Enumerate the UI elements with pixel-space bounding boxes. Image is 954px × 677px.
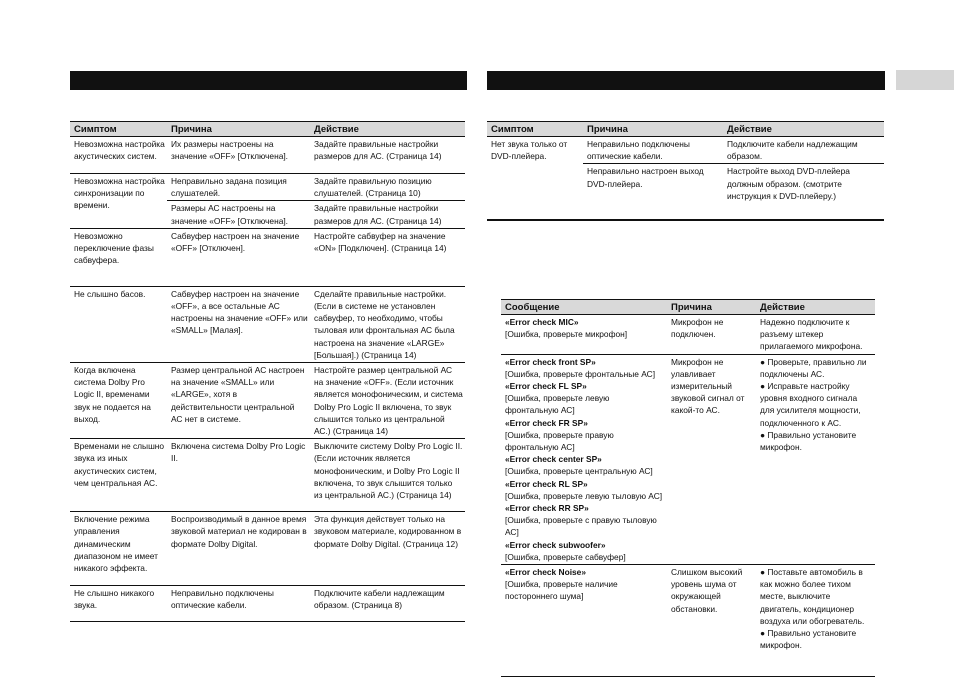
action-bullet: ● Исправьте настройку уровня входного сигнала для усилителя мощности, подключенного к АС. xyxy=(760,381,861,428)
action-cell: Сделайте правильные настройки. (Если в системе не установлен сабвуфер, то необходимо, чтобы тыловая или фронтальная АС была настроена на значение «LARGE» [Большая].) (Страница 14) xyxy=(310,286,465,362)
action-cell xyxy=(756,565,875,677)
cause-cell: Сабвуфер настроен на значение «OFF», а все остальные АС настроены на значение «OFF» или «SMALL» [Малая]. xyxy=(167,286,310,362)
action-cell: Настройте сабвуфер на значение «ON» [Подключен]. (Страница 14) xyxy=(310,228,465,286)
action-cell: Подключите кабели надлежащим образом. (Страница 8) xyxy=(310,586,465,622)
col-header-action: Действие xyxy=(310,122,465,137)
left-troubleshooting-table xyxy=(70,121,465,622)
action-cell: Задайте правильные настройки размеров для АС. (Страница 14) xyxy=(314,139,442,162)
action-cell: Задайте правильную позицию слушателей. (Страница 10) xyxy=(310,174,465,201)
symptom-cell: Включение режима управления динамическим диапазоном не имеет никакого эффекта. xyxy=(70,512,167,586)
error-description: [Ошибка, проверьте левую фронтальную АС] xyxy=(505,393,610,416)
action-cell: Задайте правильные настройки размеров для АС. (Страница 14) xyxy=(310,201,465,228)
table-row xyxy=(70,174,465,201)
error-description: [Ошибка, проверьте микрофон] xyxy=(505,329,628,340)
cause-cell: Микрофон не улавливает измерительный звуковой сигнал от какой-то АС. xyxy=(667,354,756,564)
action-cell xyxy=(756,354,875,564)
cause-cell: Слишком высокий уровень шума от окружающей обстановки. xyxy=(667,565,756,677)
error-description: [Ошибка, проверьте наличие постороннего шума] xyxy=(505,579,618,602)
table-row xyxy=(70,228,465,286)
symptom-cell: Временами не слышно звука из иных акустических систем, чем центральная АС. xyxy=(70,439,167,512)
error-description: [Ошибка, проверьте левую тыловую АС] xyxy=(505,490,663,501)
action-bullet: ● Правильно установите микрофон. xyxy=(760,628,857,651)
error-description: [Ошибка, проверьте фронтальные АС] xyxy=(505,368,656,379)
cause-cell: Неправильно подключены оптические кабели. xyxy=(167,586,310,622)
action-bullet: ● Проверьте, правильно ли подключены АС. xyxy=(760,356,867,379)
page-edge-tab xyxy=(896,70,954,90)
message-cell xyxy=(501,354,667,564)
error-code: «Error check RR SP» xyxy=(505,503,589,514)
message-cell xyxy=(501,565,667,677)
error-code: «Error check RL SP» xyxy=(505,478,588,489)
cause-cell: Воспроизводимый в данное время звуковой материал не кодирован в формате Dolby Digital. xyxy=(167,512,310,586)
error-code: «Error check subwoofer» xyxy=(505,539,606,550)
cause-cell: Включена система Dolby Pro Logic II. xyxy=(167,439,310,512)
error-messages-table xyxy=(501,299,875,677)
message-cell xyxy=(501,315,667,355)
col-header-symptom: Симптом xyxy=(487,122,583,137)
action-cell: Надежно подключите к разъему штекер прилагаемого микрофона. xyxy=(760,317,863,352)
action-cell: Выключите систему Dolby Pro Logic II. (Если источник является монофоническим, и Dolby Pro Logic II включена, то звук слышится только из центральной АС.) (Страница 14) xyxy=(310,439,465,512)
symptom-cell: Не слышно басов. xyxy=(70,286,167,362)
col-header-symptom: Симптом xyxy=(70,122,167,137)
action-bullet: ● Правильно установите микрофон. xyxy=(760,429,857,453)
action-cell: Настройте размер центральной АС на значение «OFF». (Если источник является монофоническим, и система Dolby Pro Logic II включена, то звук слышится только из центральной АС.) (Страница 14) xyxy=(310,363,465,439)
error-code: «Error check FR SP» xyxy=(505,417,588,428)
cause-cell: Неправильно настроен выход DVD-плейера. xyxy=(583,164,723,203)
error-description: [Ошибка, проверьте центральную АС] xyxy=(505,466,653,477)
cause-cell: Неправильно подключены оптические кабели. xyxy=(587,139,690,162)
error-code: «Error check MIC» xyxy=(505,317,579,327)
col-header-action: Действие xyxy=(723,122,884,137)
cause-cell: Размеры АС настроены на значение «OFF» [Отключена]. xyxy=(167,201,310,228)
action-bullet: ● Поставьте автомобиль в как можно более тихом месте, выключите двигатель, кондиционер воздуха или обогреватель. xyxy=(760,567,865,626)
col-header-action: Действие xyxy=(756,300,875,315)
action-cell: Настройте выход DVD-плейера должным образом. (смотрите инструкция к DVD-плейеру.) xyxy=(723,164,884,203)
right-section-divider xyxy=(487,219,884,221)
error-description: [Ошибка, проверьте сабвуфер] xyxy=(505,551,626,562)
error-code: «Error check Noise» xyxy=(505,567,587,578)
table-row xyxy=(70,586,465,622)
left-section-header-bar xyxy=(70,71,467,90)
error-description: [Ошибка, проверьте с правую тыловую АС] xyxy=(505,515,657,538)
table-row xyxy=(501,354,875,564)
table-row xyxy=(70,439,465,512)
cause-cell: Сабвуфер настроен на значение «OFF» [Отключен]. xyxy=(167,228,310,286)
error-code: «Error check center SP» xyxy=(505,454,602,465)
error-description: [Ошибка, проверьте правую фронтальную АС] xyxy=(505,429,614,453)
symptom-cell: Не слышно никакого звука. xyxy=(70,586,167,622)
symptom-cell: Когда включена система Dolby Pro Logic II, временами звук не подается на выход. xyxy=(70,363,167,439)
symptom-cell: Нет звука только от DVD-плейера. xyxy=(491,139,568,162)
cause-cell: Неправильно задана позиция слушателей. xyxy=(167,174,310,201)
symptom-cell: Невозможна настройка синхронизации по времени. xyxy=(70,174,167,229)
table-row xyxy=(70,512,465,586)
error-code: «Error check front SP» xyxy=(505,356,596,367)
symptom-cell: Невозможна настройка акустических систем. xyxy=(74,139,165,162)
col-header-cause: Причина xyxy=(167,122,310,137)
col-header-message: Сообщение xyxy=(501,300,667,315)
table-row xyxy=(70,286,465,362)
table-row xyxy=(70,363,465,439)
right-top-troubleshooting-table xyxy=(487,121,884,203)
col-header-cause: Причина xyxy=(583,122,723,137)
error-code: «Error check FL SP» xyxy=(505,381,587,392)
cause-cell: Размер центральной АС настроен на значение «SMALL» или «LARGE», хотя в действительности центральной АС нет в системе. xyxy=(167,363,310,439)
table-row xyxy=(501,315,875,355)
col-header-cause: Причина xyxy=(667,300,756,315)
action-cell: Эта функция действует только на звуковом материале, кодированном в формате Dolby Digital. (Страница 12) xyxy=(310,512,465,586)
right-section-header-bar xyxy=(487,71,885,90)
action-cell: Подключите кабели надлежащим образом. xyxy=(727,139,858,162)
table-row xyxy=(70,137,465,174)
table-row xyxy=(487,137,884,164)
symptom-cell: Невозможно переключение фазы сабвуфера. xyxy=(70,228,167,286)
cause-cell: Их размеры настроены на значение «OFF» [Отключена]. xyxy=(171,139,289,162)
cause-cell: Микрофон не подключен. xyxy=(671,317,724,340)
table-row xyxy=(501,565,875,677)
